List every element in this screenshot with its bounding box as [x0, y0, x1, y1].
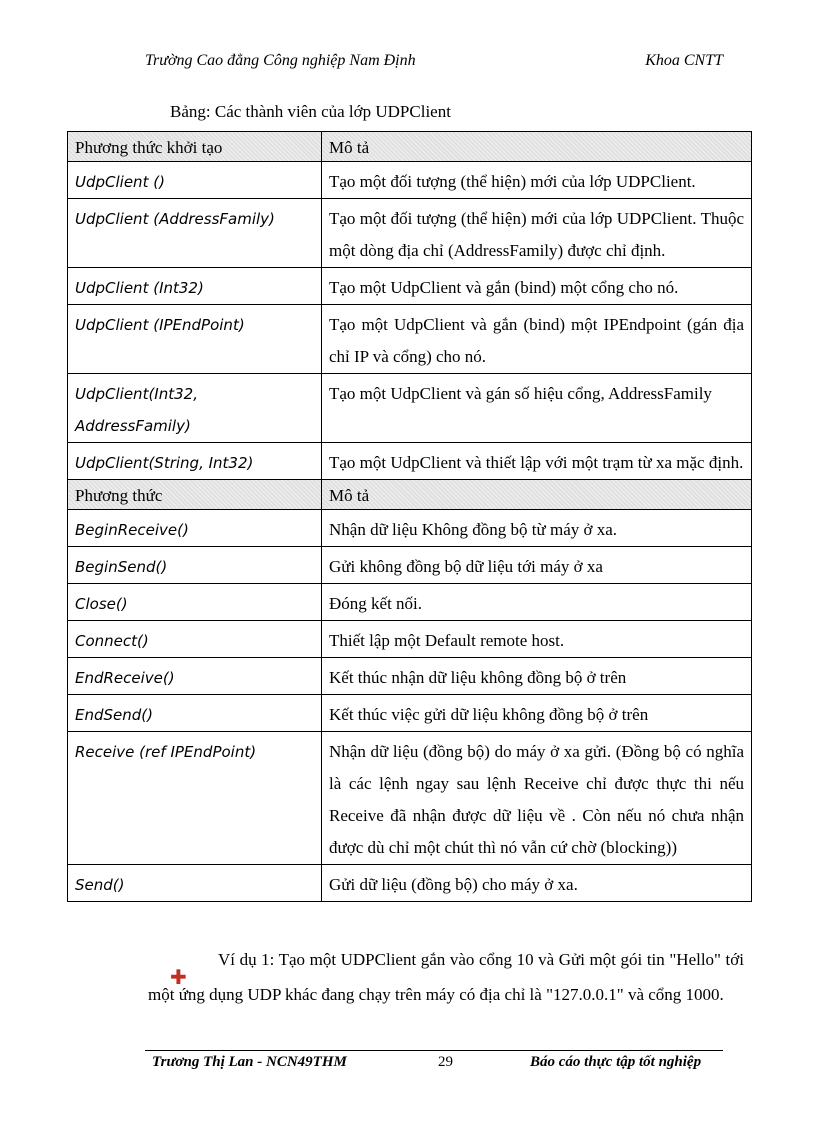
table-row: [68, 374, 752, 443]
header-cell: Phương thức: [68, 480, 322, 510]
method-name: BeginSend(): [68, 547, 322, 584]
example-paragraph: [148, 942, 744, 1012]
table-row: [68, 443, 752, 480]
footer-author: Trương Thị Lan - NCN49THM: [152, 1054, 347, 1070]
table-row: [68, 547, 752, 584]
method-name: UdpClient (): [68, 162, 322, 199]
method-description: Kết thúc việc gửi dữ liệu không đồng bộ ở trên: [322, 695, 752, 732]
method-name: UdpClient (Int32): [68, 268, 322, 305]
method-name: UdpClient (IPEndPoint): [68, 305, 322, 374]
method-name: UdpClient(Int32, AddressFamily): [68, 374, 322, 443]
table-row: [68, 305, 752, 374]
method-description: Thiết lập một Default remote host.: [322, 621, 752, 658]
table-row: [68, 658, 752, 695]
method-description: Tạo một đối tượng (thể hiện) mới của lớp UDPClient. Thuộc một dòng địa chỉ (AddressFamily) được chỉ định.: [322, 199, 752, 268]
example-text: Ví dụ 1: Tạo một UDPClient gắn vào cổng 10 và Gửi một gói tin "Hello" tới một ứng dụng UDP khác đang chạy trên máy có địa chỉ là "127.0.0.1" và cổng 1000.: [148, 950, 744, 1004]
table-row: [68, 584, 752, 621]
method-name: Connect(): [68, 621, 322, 658]
table-row: [68, 510, 752, 547]
table-header-row: [68, 480, 752, 510]
table-row: [68, 865, 752, 902]
method-name: Close(): [68, 584, 322, 621]
method-description: Gửi dữ liệu (đồng bộ) cho máy ở xa.: [322, 865, 752, 902]
footer-report-title: Báo cáo thực tập tốt nghiệp: [530, 1054, 702, 1070]
header-department: Khoa CNTT: [645, 52, 723, 69]
method-description: Gửi không đồng bộ dữ liệu tới máy ở xa: [322, 547, 752, 584]
header-cell: Phương thức khởi tạo: [68, 132, 322, 162]
arrow-bullet-icon: ✚: [170, 967, 187, 989]
method-name: EndSend(): [68, 695, 322, 732]
table-row: [68, 199, 752, 268]
table-row: [68, 695, 752, 732]
method-description: Nhận dữ liệu (đồng bộ) do máy ở xa gửi. (Đồng bộ có nghĩa là các lệnh ngay sau lệnh Receive chỉ được thực thi nếu Receive đã nhận được dữ liệu về . Còn nếu nó chưa nhận được dù chỉ một chút thì nó vẫn cứ chờ (blocking)): [322, 732, 752, 865]
method-name: UdpClient (AddressFamily): [68, 199, 322, 268]
table-header-row: [68, 132, 752, 162]
table-row: [68, 621, 752, 658]
table-row: [68, 162, 752, 199]
method-description: Đóng kết nối.: [322, 584, 752, 621]
method-name: UdpClient(String, Int32): [68, 443, 322, 480]
page-number: 29: [438, 1054, 453, 1070]
method-description: Tạo một UdpClient và gắn (bind) một IPEndpoint (gán địa chỉ IP và cổng) cho nó.: [322, 305, 752, 374]
method-description: Tạo một UdpClient và gán số hiệu cổng, AddressFamily: [322, 374, 752, 443]
method-description: Kết thúc nhận dữ liệu không đồng bộ ở trên: [322, 658, 752, 695]
method-description: Tạo một UdpClient và thiết lập với một trạm từ xa mặc định.: [322, 443, 752, 480]
method-name: Receive (ref IPEndPoint): [68, 732, 322, 865]
method-name: Send(): [68, 865, 322, 902]
method-name: BeginReceive(): [68, 510, 322, 547]
method-description: Nhận dữ liệu Không đồng bộ từ máy ở xa.: [322, 510, 752, 547]
method-name: EndReceive(): [68, 658, 322, 695]
header-cell: Mô tả: [322, 480, 752, 510]
method-description: Tạo một đối tượng (thể hiện) mới của lớp UDPClient.: [322, 162, 752, 199]
footer-divider: [145, 1050, 723, 1051]
header-school-name: Trường Cao đẳng Công nghiệp Nam Định: [145, 52, 416, 69]
header-cell: Mô tả: [322, 132, 752, 162]
method-description: Tạo một UdpClient và gắn (bind) một cổng cho nó.: [322, 268, 752, 305]
table-caption: Bảng: Các thành viên của lớp UDPClient: [170, 102, 451, 121]
table-row: [68, 268, 752, 305]
table-row: [68, 732, 752, 865]
udpclient-members-table: [67, 131, 752, 902]
